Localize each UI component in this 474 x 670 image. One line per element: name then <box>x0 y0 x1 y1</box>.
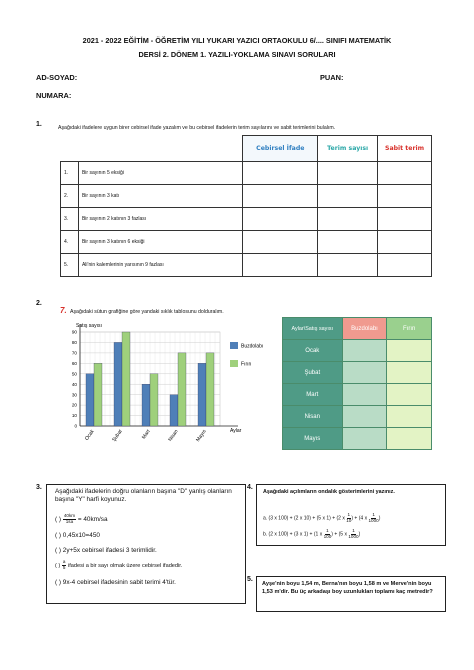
x-tick-label: Mart <box>140 428 152 441</box>
answer-cell[interactable] <box>243 254 318 277</box>
y-tick-label: 70 <box>71 350 77 356</box>
answer-cell[interactable] <box>318 231 378 254</box>
row-text: Bir sayının 3 katının 6 eksiği <box>78 231 242 254</box>
answer-cell[interactable] <box>318 208 378 231</box>
y-tick-label: 10 <box>71 413 77 419</box>
x-tick-label: Şubat <box>111 428 124 443</box>
answer-cell[interactable] <box>387 362 432 384</box>
question-4-box <box>256 484 446 546</box>
answer-cell[interactable] <box>387 384 432 406</box>
answer-cell[interactable] <box>378 231 432 254</box>
table-row <box>61 231 432 254</box>
row-text: Bir sayının 3 katı <box>78 185 242 208</box>
table-row <box>283 428 432 450</box>
row-number: 4. <box>61 231 79 254</box>
table-header-fridge: Buzdolabı <box>342 318 387 340</box>
name-label: AD-SOYAD: <box>36 73 78 82</box>
answer-cell[interactable] <box>318 162 378 185</box>
question-3-number: 3. <box>36 484 42 491</box>
row-number: 3. <box>61 208 79 231</box>
question-3-box <box>46 484 246 604</box>
question-5-box <box>256 576 446 612</box>
sales-bar-chart <box>60 318 290 458</box>
expansion-b: b. (2 x 100) + (3 x 1) + (1 x $\frac{1}{100}$ ) + (5 x $\frac{1}{1000}$ ) <box>263 528 361 539</box>
table-row <box>283 362 432 384</box>
y-axis-label: Satış sayısı <box>76 323 102 329</box>
statement-5: ( ) 9x-4 cebirsel ifadesinin sabit terimi 4'tür. <box>55 579 176 586</box>
header-term-count: Terim sayısı <box>318 136 378 162</box>
statement-2: ( ) 0,45x10=450 <box>55 532 100 539</box>
header-algebraic-expression: Cebirsel İfade <box>243 136 318 162</box>
bar <box>178 353 186 426</box>
answer-cell[interactable] <box>387 340 432 362</box>
x-tick-label: Nisan <box>167 428 180 443</box>
question-2-prompt: Aşağıdaki sütun grafiğine göre yandaki sıklık tablosunu dolduralım. <box>70 309 224 315</box>
x-tick-label: Mayıs <box>195 428 208 444</box>
answer-cell[interactable] <box>342 340 387 362</box>
question-2-badge: 7. <box>60 306 67 315</box>
y-tick-label: 50 <box>71 371 77 377</box>
answer-cell[interactable] <box>378 254 432 277</box>
y-tick-label: 0 <box>74 423 77 429</box>
y-tick-label: 40 <box>71 381 77 387</box>
month-cell: Mart <box>283 384 343 406</box>
number-label: NUMARA: <box>36 91 72 100</box>
question-3-prompt: Aşağıdaki ifadelerin doğru olanların başına "D" yanlış olanların başına "Y" harfi koyunuz. <box>55 488 232 504</box>
bar <box>86 374 94 426</box>
table-row <box>283 384 432 406</box>
answer-cell[interactable] <box>318 185 378 208</box>
table-header-oven: Fırın <box>387 318 432 340</box>
answer-cell[interactable] <box>387 428 432 450</box>
bar <box>198 363 206 426</box>
month-cell: Ocak <box>283 340 343 362</box>
answer-cell[interactable] <box>342 362 387 384</box>
score-label: PUAN: <box>320 73 344 82</box>
answer-cell[interactable] <box>243 162 318 185</box>
row-text: Ali'nin kalemlerinin yarısının 9 fazlası <box>78 254 242 277</box>
y-tick-label: 30 <box>71 392 77 398</box>
answer-cell[interactable] <box>378 208 432 231</box>
question-1-table <box>60 135 432 277</box>
bar <box>142 384 150 426</box>
table-row <box>283 406 432 428</box>
y-tick-label: 20 <box>71 402 77 408</box>
answer-cell[interactable] <box>342 428 387 450</box>
answer-cell[interactable] <box>243 231 318 254</box>
answer-cell[interactable] <box>243 208 318 231</box>
y-tick-label: 80 <box>71 340 77 346</box>
legend-label: Buzdolabı <box>241 343 264 350</box>
row-number: 5. <box>61 254 79 277</box>
answer-cell[interactable] <box>318 254 378 277</box>
question-4-prompt: Aşağıdaki açılımların ondalık gösterimlerini yazınız. <box>263 489 395 495</box>
exam-title-line1: 2021 - 2022 EĞİTİM - ÖĞRETİM YILI YUKARI YAZICI ORTAOKULU 6/.... SINIFI MATEMATİK <box>82 36 392 45</box>
header-constant-term: Sabit terim <box>378 136 432 162</box>
bar <box>94 363 102 426</box>
question-5-text: Ayşe'nin boyu 1,54 m, Berna'nın boyu 1,58 m ve Merve'nin boyu 1,53 m'dir. Bu üç arkadaşı boy uzunlukları toplamı kaç metredir? <box>262 581 433 596</box>
answer-cell[interactable] <box>342 406 387 428</box>
legend-label: Fırın <box>241 361 252 368</box>
question-1-number: 1. <box>36 121 42 128</box>
bar <box>150 374 158 426</box>
answer-cell[interactable] <box>387 406 432 428</box>
statement-4: ( ) $\frac{a}{5}$ ifadesi a bir sayı olmak üzere cebirsel ifadedir. <box>55 559 183 570</box>
row-number: 1. <box>61 162 79 185</box>
answer-cell[interactable] <box>378 162 432 185</box>
bar <box>170 395 178 426</box>
expansion-a: a. (3 x 100) + (2 x 10) + (5 x 1) + (2 x $\frac{1}{10}$ ) + (4 x $\frac{1}{1000}$ ) <box>263 512 381 523</box>
answer-cell[interactable] <box>378 185 432 208</box>
x-tick-label: Ocak <box>84 428 96 442</box>
question-1-prompt: Aşağıdaki ifadelere uygun birer cebirsel ifade yazalım ve bu cebirsel ifadelerin terim sayılarını ve sabit terimlerini bulalım. <box>58 125 336 131</box>
table-row <box>283 340 432 362</box>
question-5-number: 5. <box>247 576 253 583</box>
statement-3: ( ) 2y+5x cebirsel ifadesi 3 terimlidir. <box>55 547 157 554</box>
exam-title-line2: DERSİ 2. DÖNEM 1. YAZILI-YOKLAMA SINAVI SORULARI <box>138 50 336 59</box>
x-axis-label: Aylar <box>230 428 242 434</box>
table-row <box>61 254 432 277</box>
table-row <box>61 162 432 185</box>
table-row <box>61 185 432 208</box>
bar <box>114 342 122 426</box>
row-text: Bir sayının 2 katının 3 fazlası <box>78 208 242 231</box>
month-cell: Mayıs <box>283 428 343 450</box>
legend-swatch <box>230 360 238 367</box>
row-text: Bir sayının 5 eksiği <box>78 162 242 185</box>
answer-cell[interactable] <box>243 185 318 208</box>
question-4-number: 4. <box>247 484 253 491</box>
question-2-frequency-table <box>282 317 432 450</box>
month-cell: Nisan <box>283 406 343 428</box>
table-row <box>61 208 432 231</box>
bar <box>122 332 130 426</box>
y-tick-label: 90 <box>71 329 77 335</box>
table-header-months: Aylar\Satış sayısı <box>283 318 343 340</box>
question-2-number: 2. <box>36 300 42 307</box>
answer-cell[interactable] <box>342 384 387 406</box>
statement-1: ( ) $\frac{40km}{1sa}$ = 40km/sa <box>55 513 108 524</box>
legend-swatch <box>230 342 238 349</box>
y-tick-label: 60 <box>71 360 77 366</box>
row-number: 2. <box>61 185 79 208</box>
month-cell: Şubat <box>283 362 343 384</box>
bar <box>206 353 214 426</box>
